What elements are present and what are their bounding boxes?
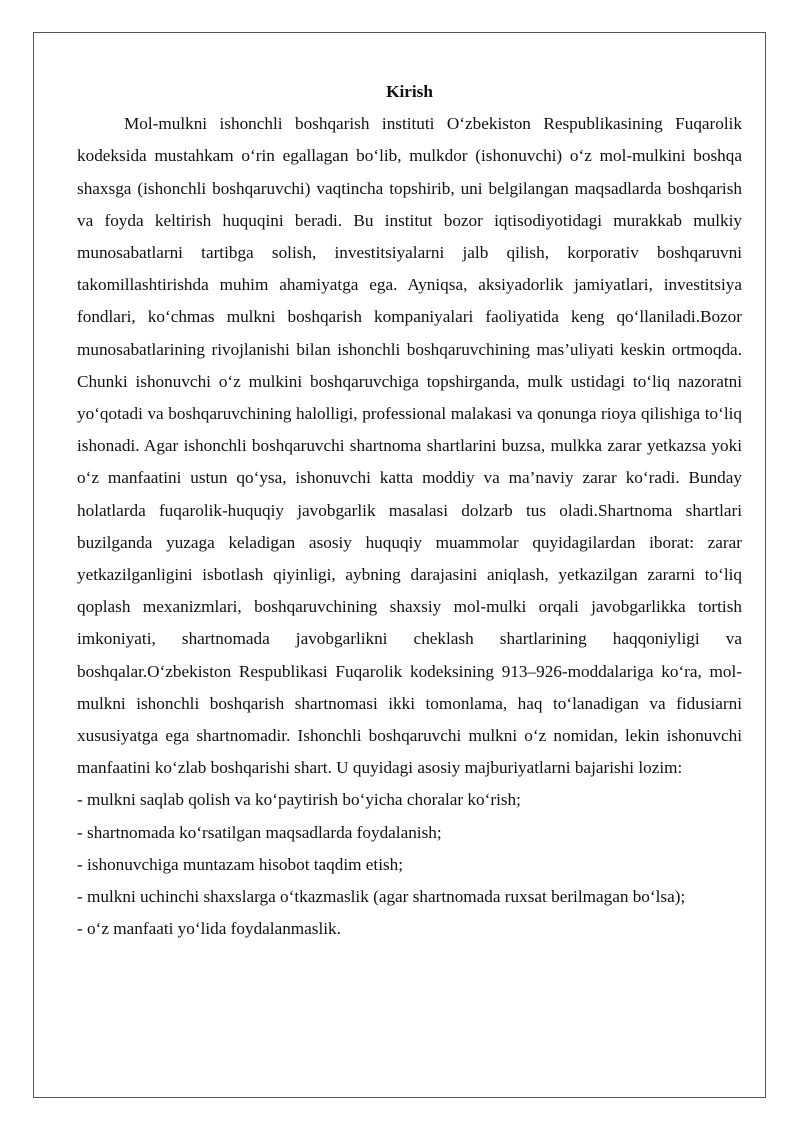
list-item: - mulkni saqlab qolish va ko‘paytirish bo‘yicha choralar ko‘rish; [77,790,521,810]
list-item: - shartnomada ko‘rsatilgan maqsadlarda foydalanish; [77,822,442,842]
list-item: - mulkni uchinchi shaxslarga o‘tkazmaslik (agar shartnomada ruxsat berilmagan bo‘lsa); [77,887,686,907]
section-title: Kirish [386,82,433,101]
list-item: - o‘z manfaati yo‘lida foydalanmaslik. [77,919,341,939]
list-item: - ishonuvchiga muntazam hisobot taqdim etish; [77,854,404,874]
obligations-list [77,784,742,945]
document-body [77,76,742,945]
intro-paragraph: Mol-mulkni ishonchli boshqarish instituti O‘zbekiston Respublikasining Fuqarolik kodeksida mustahkam o‘rin egallagan bo‘lib, mulkdor (ishonuvchi) o‘z mol-mulkini boshqa shaxsga (ishonchli boshqaruvchi) vaqtincha topshirib, uni belgilangan maqsadlarda boshqarish va foyda keltirish huquqini beradi. Bu institut bozor iqtisodiyotidagi murakkab mulkiy munosabatlarni tartibga solish, investitsiyalarni jalb qilish, korporativ boshqaruvni takomillashtirishda muhim ahamiyatga ega. Ayniqsa, aksiyadorlik jamiyatlari, investitsiya fondlari, ko‘chmas mulkni boshqarish kompaniyalari faoliyatida keng qo‘llaniladi.Bozor munosabatlarining rivojlanishi bilan ishonchli boshqaruvchining mas’uliyati keskin ortmoqda. Chunki ishonuvchi o‘z mulkini boshqaruvchiga topshirganda, mulk ustidagi to‘liq nazoratni yo‘qotadi va boshqaruvchining halolligi, professional malakasi va qonunga rioya qilishiga to‘liq ishonadi. Agar ishonchli boshqaruvchi shartnoma shartlarini buzsa, mulkka zarar yetkazsa yoki o‘z manfaatini ustun qo‘ysa, ishonuvchi katta moddiy va ma’naviy zarar ko‘radi. Bunday holatlarda fuqarolik-huquqiy javobgarlik masalasi dolzarb tus oladi.Shartnoma shartlari buzilganda yuzaga keladigan asosiy huquqiy muammolar quyidagilardan iborat: zarar yetkazilganligini isbotlash qiyinligi, aybning darajasini aniqlash, yetkazilgan zararni to‘liq qoplash mexanizmlari, boshqaruvchining shaxsiy mol-mulki orqali javobgarlikka tortish imkoniyati, shartnomada javobgarlikni cheklash shartlarining haqqoniyligi va boshqalar.O‘zbekiston Respublikasi Fuqarolik kodeksining 913–926-moddalariga ko‘ra, mol-mulkni ishonchli boshqarish shartnomasi ikki tomonlama, haq to‘lanadigan va fidusiarni xususiyatga ega shartnomadir. Ishonchli boshqaruvchi mulkni o‘z nomidan, lekin ishonuvchi manfaatini ko‘zlab boshqarishi shart. U quyidagi asosiy majburiyatlarni bajarishi lozim: [77,114,742,778]
